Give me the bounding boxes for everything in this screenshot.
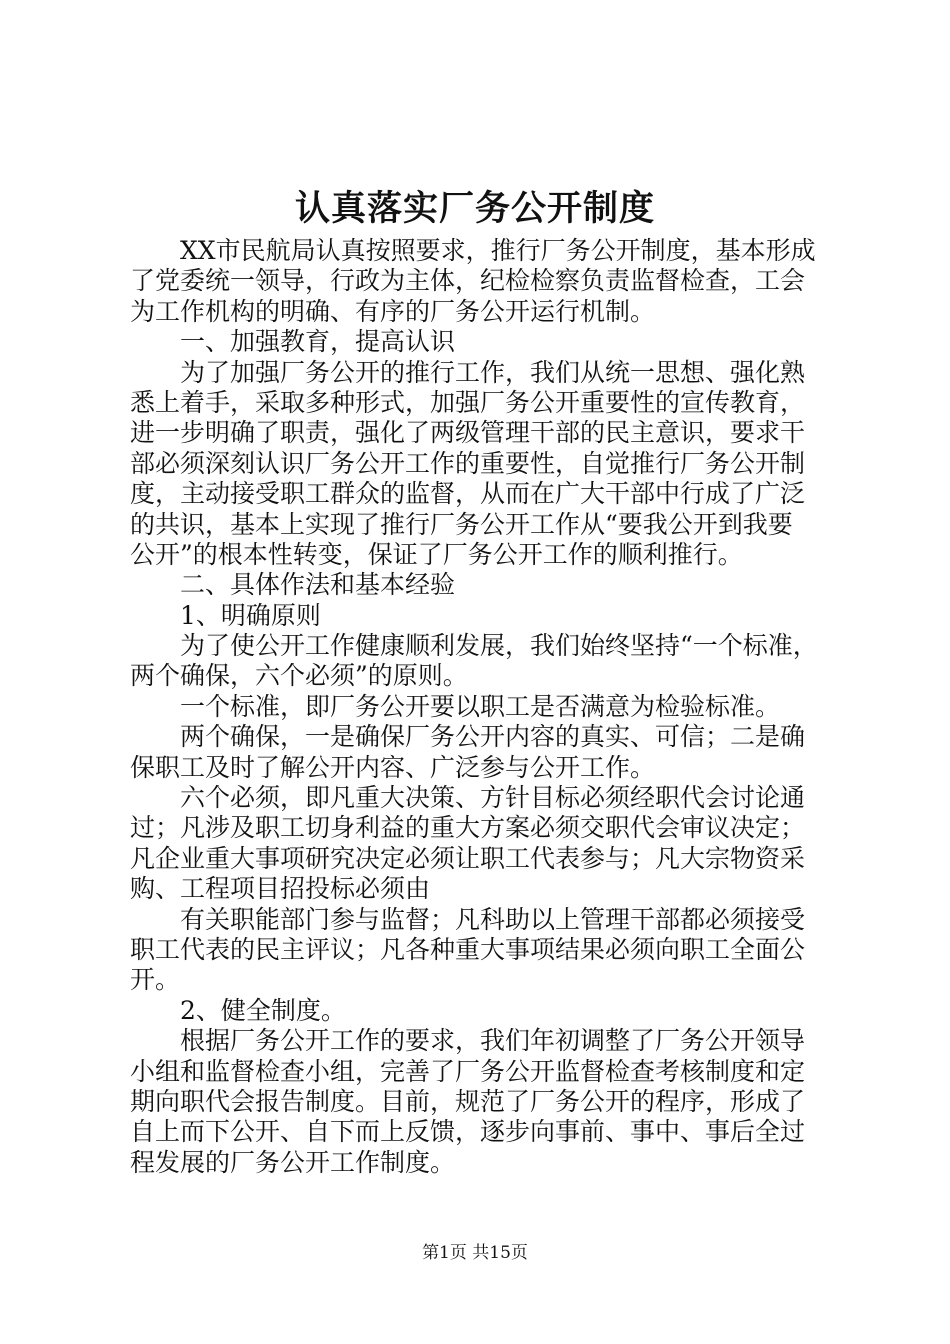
document-title: 认真落实厂务公开制度 (294, 189, 655, 229)
section-heading: 一、加强教育，提高认识 (180, 327, 456, 357)
subsection-heading: 2、健全制度。 (180, 995, 346, 1025)
body-line: 为工作机构的明确、有序的厂务公开运行机制。 (130, 296, 656, 326)
body-line: 一个标准，即厂务公开要以职工是否满意为检验标准。 (180, 691, 781, 721)
body-line: 公开”的根本性转变，保证了厂务公开工作的顺利推行。 (130, 539, 743, 569)
body-line: 开。 (130, 965, 181, 995)
body-line: XX市民航局认真按照要求，推行厂务公开制度，基本形成 (180, 236, 816, 265)
body-line: 两个确保，一是确保厂务公开内容的真实、可信；二是确 (180, 722, 806, 752)
body-line: 为了使公开工作健康顺利发展，我们始终坚持“一个标准， (180, 631, 818, 661)
body-line: 程发展的厂务公开工作制度。 (130, 1147, 456, 1177)
subsection-heading: 1、明确原则 (180, 600, 321, 630)
body-line: 职工代表的民主评议；凡各种重大事项结果必须向职工全面公 (130, 934, 806, 964)
body-line: 购、工程项目招投标必须由 (130, 874, 431, 904)
body-line: 为了加强厂务公开的推行工作，我们从统一思想、强化熟 (180, 357, 806, 387)
body-line: 两个确保，六个必须”的原则。 (130, 661, 468, 691)
body-line: 保职工及时了解公开内容、广泛参与公开工作。 (130, 752, 656, 782)
body-line: 悉上着手，采取多种形式，加强厂务公开重要性的宣传教育， (130, 387, 806, 417)
body-line: 过；凡涉及职工切身利益的重大方案必须交职代会审议决定； (130, 813, 806, 843)
section-heading: 二、具体作法和基本经验 (180, 570, 456, 600)
body-line: 期向职代会报告制度。目前，规范了厂务公开的程序，形成了 (130, 1086, 806, 1116)
document-body (130, 236, 832, 1178)
page-footer: 第1页 共15页 (422, 1243, 528, 1263)
body-line: 部必须深刻认识厂务公开工作的重要性，自觉推行厂务公开制 (130, 448, 806, 478)
body-line: 有关职能部门参与监督；凡科助以上管理干部都必须接受 (180, 904, 806, 934)
body-line: 度，主动接受职工群众的监督，从而在广大干部中行成了广泛 (130, 479, 806, 509)
body-line: 进一步明确了职责，强化了两级管理干部的民主意识，要求干 (130, 418, 806, 448)
body-line: 六个必须，即凡重大决策、方针目标必须经职代会讨论通 (180, 783, 806, 813)
body-line: 根据厂务公开工作的要求，我们年初调整了厂务公开领导 (180, 1026, 806, 1056)
body-line: 了党委统一领导，行政为主体，纪检检察负责监督检查，工会 (130, 266, 806, 296)
body-line: 自上而下公开、自下而上反馈，逐步向事前、事中、事后全过 (130, 1117, 806, 1147)
body-line: 凡企业重大事项研究决定必须让职工代表参与；凡大宗物资采 (130, 843, 806, 873)
body-line: 的共识，基本上实现了推行厂务公开工作从“要我公开到我要 (130, 509, 793, 539)
body-line: 小组和监督检查小组，完善了厂务公开监督检查考核制度和定 (130, 1056, 806, 1086)
